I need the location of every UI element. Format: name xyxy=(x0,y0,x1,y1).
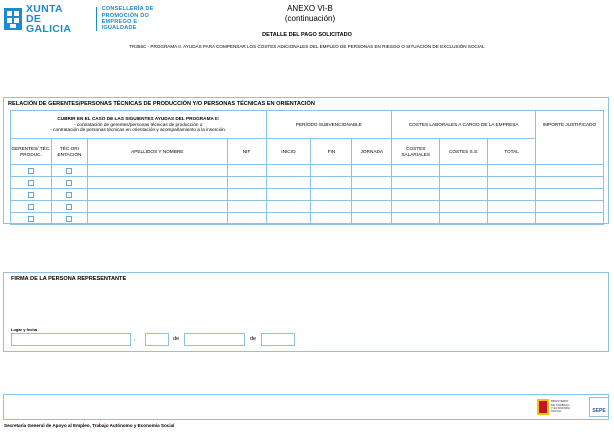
table-row xyxy=(11,189,604,201)
table-cell[interactable] xyxy=(440,189,488,201)
gerente-checkbox[interactable] xyxy=(28,192,34,198)
col-gerentes: GERENTES/ TÉC. PRODUC. xyxy=(11,139,52,165)
gob-line-3: Y ECONOMÍA SOCIAL xyxy=(550,406,570,414)
table-cell[interactable] xyxy=(227,213,266,225)
table-cell xyxy=(11,177,52,189)
lugar-field[interactable] xyxy=(11,333,131,346)
table-cell[interactable] xyxy=(227,201,266,213)
table-cell xyxy=(51,165,87,177)
table-cell[interactable] xyxy=(266,189,311,201)
table-cell[interactable] xyxy=(87,165,227,177)
table-cell[interactable] xyxy=(266,201,311,213)
lugar-fecha-label: Lugar y fecha xyxy=(11,327,38,332)
spain-shield-icon xyxy=(537,399,549,415)
tecnico-checkbox[interactable] xyxy=(66,180,72,186)
table-row xyxy=(11,213,604,225)
firma-title: FIRMA DE LA PERSONA REPRESENTANTE xyxy=(11,276,127,282)
col-costes-ss: COSTES S.S. xyxy=(440,139,488,165)
col-inicio: INICIO xyxy=(266,139,311,165)
procedure-subtitle: TR356C - PROGRAMA II. AYUDAS PARA COMPENSAR LOS COSTES ADICIONALES DEL EMPLEO DE PERSONAS EN RIESGO O SITUACIÓN DE EXCLUSIÓN SOCIAL xyxy=(129,44,485,49)
table-cell[interactable] xyxy=(536,189,604,201)
de-separator-1: de xyxy=(173,336,180,342)
table-cell[interactable] xyxy=(488,213,536,225)
cubrir-line-3: - contratación de personas técnicas en orientación y acompañamiento a la inserción. xyxy=(50,127,227,133)
table-cell[interactable] xyxy=(87,201,227,213)
table-row xyxy=(11,177,604,189)
table-cell xyxy=(51,177,87,189)
table-cell[interactable] xyxy=(440,213,488,225)
col-costes-salariales: COSTES SALARIALES xyxy=(392,139,440,165)
table-cell[interactable] xyxy=(266,165,311,177)
table-cell[interactable] xyxy=(488,165,536,177)
relacion-title: RELACIÓN DE GERENTES/PERSONAS TÉCNICAS DE PRODUCCIÓN Y/O PERSONAS TÉCNICAS EN ORIENTACIÓN xyxy=(8,101,315,107)
table-cell[interactable] xyxy=(352,213,392,225)
table-cell[interactable] xyxy=(352,201,392,213)
xunta-word: XUNTA xyxy=(26,3,63,15)
table-cell[interactable] xyxy=(311,201,352,213)
table-cell[interactable] xyxy=(352,177,392,189)
gerente-checkbox[interactable] xyxy=(28,204,34,210)
table-cell[interactable] xyxy=(87,213,227,225)
table-cell[interactable] xyxy=(392,177,440,189)
table-row xyxy=(11,165,604,177)
table-cell xyxy=(51,201,87,213)
importe-header: IMPORTE JUSTIFICADO xyxy=(536,111,604,165)
cubrir-line-1: CUBRIR EN EL CASO DE LAS SIGUIENTES AYUDAS DEL PROGRAMA II: xyxy=(57,116,220,122)
table-cell[interactable] xyxy=(488,177,536,189)
table-cell xyxy=(11,201,52,213)
day-field[interactable] xyxy=(145,333,169,346)
table-cell[interactable] xyxy=(227,165,266,177)
tecnico-checkbox[interactable] xyxy=(66,168,72,174)
col-jornada: JORNADA xyxy=(352,139,392,165)
gob-line-1: MINISTERIO xyxy=(550,399,569,404)
table-cell xyxy=(11,165,52,177)
table-cell[interactable] xyxy=(536,201,604,213)
month-field[interactable] xyxy=(184,333,245,346)
table-cell[interactable] xyxy=(87,177,227,189)
col-total: TOTAL xyxy=(488,139,536,165)
table-cell[interactable] xyxy=(392,165,440,177)
table-cell xyxy=(51,213,87,225)
logo-divider xyxy=(96,7,97,31)
table-row xyxy=(11,201,604,213)
secretaria-footer: Secretaría General de Apoyo al Empleo, Trabajo Autónomo y Economía Social xyxy=(4,423,175,428)
tecnico-checkbox[interactable] xyxy=(66,192,72,198)
table-cell[interactable] xyxy=(352,165,392,177)
gerente-checkbox[interactable] xyxy=(28,168,34,174)
table-cell[interactable] xyxy=(392,201,440,213)
table-cell[interactable] xyxy=(536,165,604,177)
periodo-header: PERÍODO SUBVENCIONABLE xyxy=(266,111,392,139)
table-cell[interactable] xyxy=(311,189,352,201)
table-cell[interactable] xyxy=(392,213,440,225)
table-cell[interactable] xyxy=(440,165,488,177)
year-field[interactable] xyxy=(261,333,295,346)
consellaria-line-2: PROMOCIÓN DO xyxy=(101,12,150,19)
table-cell[interactable] xyxy=(227,177,266,189)
xunta-emblem-icon xyxy=(4,8,22,30)
table-cell[interactable] xyxy=(227,189,266,201)
table-cell[interactable] xyxy=(266,213,311,225)
gob-line-2: DE TRABAJO xyxy=(550,402,570,407)
col-fin: FIN xyxy=(311,139,352,165)
table-cell[interactable] xyxy=(311,177,352,189)
consellaria-line-3: EMPREGO E IGUALDADE xyxy=(101,19,138,32)
table-cell[interactable] xyxy=(266,177,311,189)
table-cell[interactable] xyxy=(311,213,352,225)
cubrir-note xyxy=(11,111,267,139)
table-cell xyxy=(11,189,52,201)
comma-separator: , xyxy=(134,336,136,342)
table-cell[interactable] xyxy=(311,165,352,177)
consellaria-line-1: CONSELLERÍA DE xyxy=(101,6,154,13)
relacion-table xyxy=(10,110,604,225)
tecnico-checkbox[interactable] xyxy=(66,204,72,210)
sepe-logo: SEPE xyxy=(589,397,609,417)
continuacion-label: (continuación) xyxy=(284,14,336,23)
footer-section xyxy=(3,394,609,420)
table-cell[interactable] xyxy=(440,201,488,213)
table-cell[interactable] xyxy=(392,189,440,201)
table-cell xyxy=(51,189,87,201)
cubrir-line-2: - contratación de gerentes/personas técnicas de producción o xyxy=(74,121,203,127)
table-cell[interactable] xyxy=(536,177,604,189)
de-separator-2: de xyxy=(250,336,257,342)
col-tec-orientacion: TÉC.ORI ENTACIÓN xyxy=(51,139,87,165)
gerente-checkbox[interactable] xyxy=(28,216,34,222)
col-nif: NIF xyxy=(227,139,266,165)
table-cell[interactable] xyxy=(488,201,536,213)
anexo-title: ANEXO VI-B xyxy=(287,4,333,13)
gerente-checkbox[interactable] xyxy=(28,180,34,186)
costes-header: COSTES LABORALES A CARGO DE LA EMPRESA xyxy=(392,111,536,139)
col-apellidos: APELLIDOS Y NOMBRE xyxy=(87,139,227,165)
table-cell[interactable] xyxy=(536,213,604,225)
table-cell[interactable] xyxy=(488,189,536,201)
table-cell[interactable] xyxy=(440,177,488,189)
xunta-logo xyxy=(4,4,174,34)
galicia-word: DE GALICIA xyxy=(26,13,72,35)
table-cell[interactable] xyxy=(87,189,227,201)
gobierno-logo xyxy=(537,397,581,417)
table-cell[interactable] xyxy=(352,189,392,201)
tecnico-checkbox[interactable] xyxy=(66,216,72,222)
table-cell xyxy=(11,213,52,225)
detalle-heading: DETALLE DEL PAGO SOLICITADO xyxy=(262,32,352,38)
